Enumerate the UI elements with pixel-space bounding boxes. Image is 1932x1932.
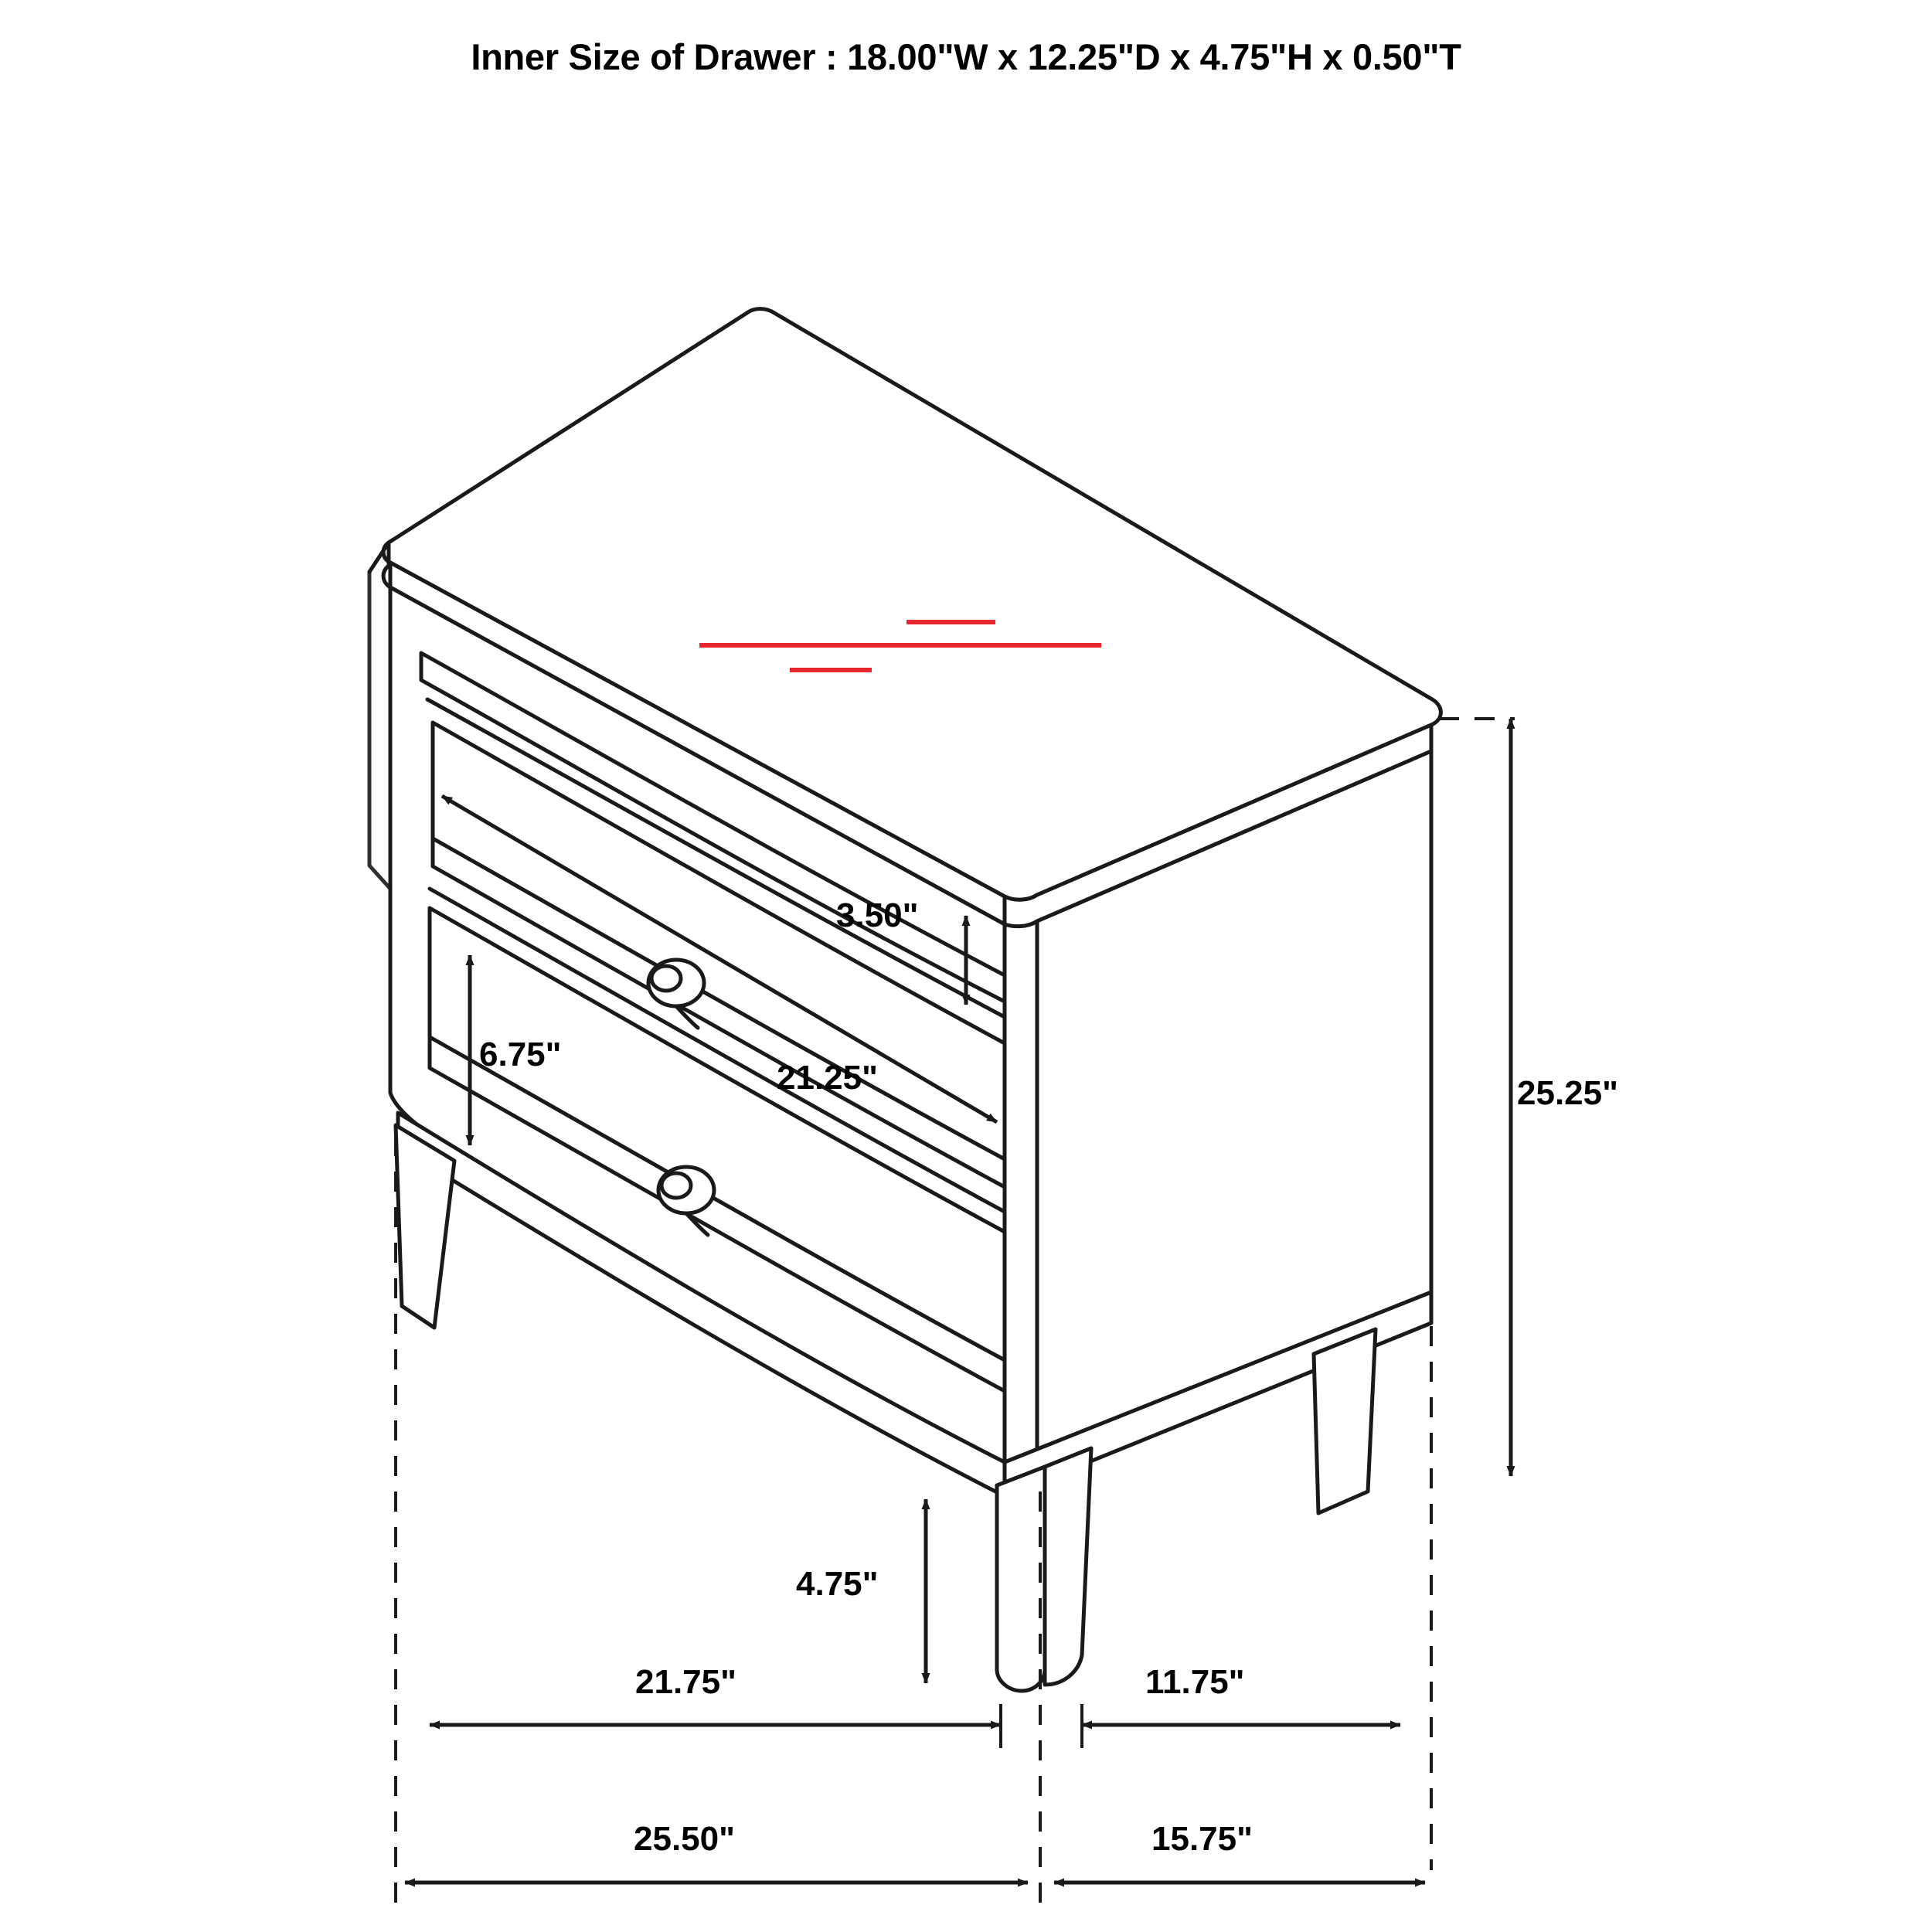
label-side-depth: 11.75" bbox=[1145, 1663, 1245, 1701]
label-overall-depth: 15.75" bbox=[1151, 1820, 1253, 1858]
case-left-rear-edge bbox=[369, 572, 390, 889]
leg-front-center-right bbox=[1045, 1448, 1091, 1685]
page-title: Inner Size of Drawer : 18.00"W x 12.25"D x 4.75"H x 0.50"T bbox=[471, 36, 1461, 77]
label-overall-width: 25.50" bbox=[634, 1820, 735, 1858]
label-overall-height: 25.25" bbox=[1517, 1074, 1618, 1112]
label-drawer-width: 21.25" bbox=[777, 1059, 878, 1097]
leg-rear-right bbox=[1314, 1329, 1376, 1513]
label-front-width: 21.75" bbox=[635, 1663, 736, 1701]
label-bottom-drawer-height: 6.75" bbox=[479, 1036, 562, 1073]
leg-front-left bbox=[396, 1125, 454, 1328]
leg-front-center bbox=[997, 1467, 1045, 1691]
label-top-drawer-height: 3.50" bbox=[836, 896, 919, 934]
nightstand-body bbox=[369, 309, 1440, 1691]
label-leg-height: 4.75" bbox=[796, 1565, 879, 1603]
